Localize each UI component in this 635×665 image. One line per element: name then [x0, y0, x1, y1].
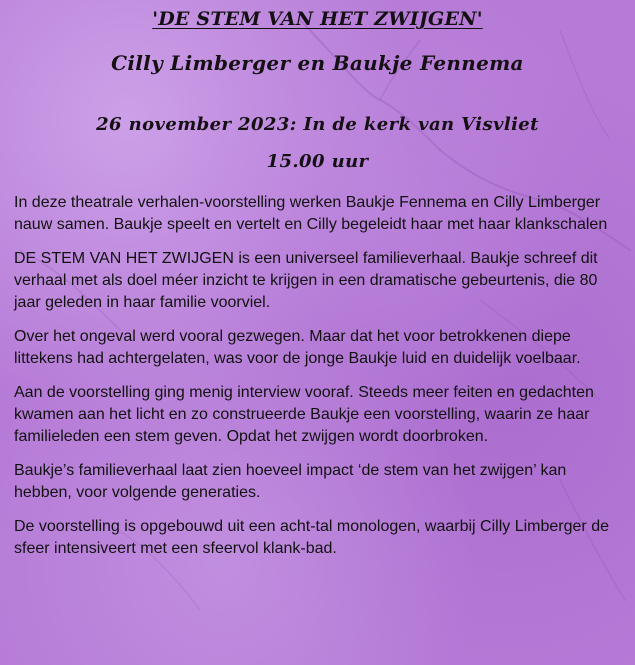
paragraph-family-story: DE STEM VAN HET ZWIJGEN is een universeel familieverhaal. Baukje schreef dit verhaal met als doel méer inzicht te krijgen in een dramatische gebeurtenis, die 80 jaar geleden in haar familie voorviel.: [14, 250, 598, 311]
paragraph-intro: In deze theatrale verhalen-voorstelling werken Baukje Fennema en Cilly Limberger nauw samen. Baukje speelt en vertelt en Cilly begeleidt haar met haar klankschalen: [14, 194, 608, 233]
paragraph-interviews: Aan de voorstelling ging menig interview vooraf. Steeds meer feiten en gedachten kwamen aan het licht en zo construeerde Baukje een voorstelling, waarin ze haar familieleden een stem geven. Opdat het zwijgen wordt doorbroken.: [14, 384, 594, 445]
description-body: [14, 192, 626, 572]
performers-heading: Cilly Limberger en Baukje Fennema: [111, 51, 524, 75]
date-location-heading: 26 november 2023: In de kerk van Visvliet: [96, 114, 539, 135]
time-heading: 15.00 uur: [266, 151, 369, 172]
event-title: 'DE STEM VAN HET ZWIJGEN': [152, 8, 483, 30]
paragraph-accident: Over het ongeval werd vooral gezwegen. Maar dat het voor betrokkenen diepe littekens had achtergelaten, was voor de jonge Baukje luid en duidelijk voelbaar.: [14, 328, 581, 367]
paragraph-impact: Baukje’s familieverhaal laat zien hoeveel impact ‘de stem van het zwijgen’ kan hebben, voor volgende generaties.: [14, 462, 567, 501]
paragraph-structure: De voorstelling is opgebouwd uit een acht-tal monologen, waarbij Cilly Limberger de sfeer intensiveert met een sfeervol klank-bad.: [14, 518, 609, 557]
